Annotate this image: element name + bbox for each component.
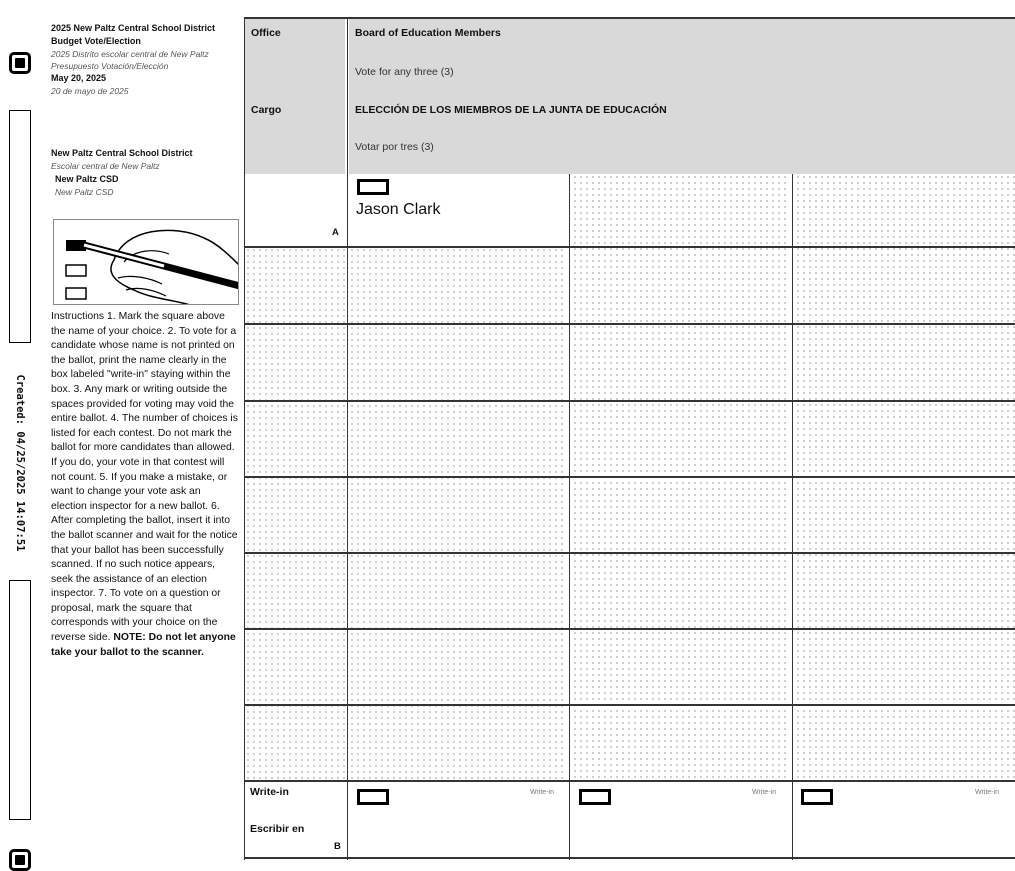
- contest-title: Board of Education Members: [355, 27, 501, 39]
- election-date-es: 20 de mayo de 2025: [51, 86, 129, 96]
- writein-label-es: Escribir en: [250, 823, 305, 835]
- created-stamp: Created: 04/25/2025 14:07:51: [14, 373, 26, 552]
- hand-pen-icon: [54, 220, 239, 305]
- candidate-column: [349, 247, 566, 782]
- district-name: New Paltz Central School District: [51, 148, 193, 158]
- divider: [347, 17, 348, 860]
- writein-small-label: Write-in: [752, 789, 776, 796]
- writein-small-label: Write-in: [975, 789, 999, 796]
- timing-mark: [9, 849, 31, 871]
- row-line: [244, 704, 1015, 706]
- office-header-cell: [245, 19, 345, 174]
- divider: [244, 17, 245, 860]
- margin-box: [9, 110, 31, 343]
- instructions: [51, 310, 238, 660]
- divider: [569, 174, 570, 860]
- writein-vote-target[interactable]: [801, 789, 833, 805]
- cargo-label: Cargo: [251, 104, 282, 116]
- election-title-es: 2025 Distrito escolar central de New Paltz Presupuesto Votación/Elección: [51, 49, 209, 71]
- candidate-name: Jason Clark: [356, 201, 441, 218]
- marking-illustration: [53, 219, 239, 305]
- ballot-grid: [244, 17, 1015, 860]
- writein-vote-target[interactable]: [357, 789, 389, 805]
- writein-vote-target[interactable]: [579, 789, 611, 805]
- candidate-column: [572, 174, 789, 782]
- row-line: [244, 552, 1015, 554]
- row-line: [244, 857, 1015, 859]
- contest-title-es: ELECCIÓN DE LOS MIEMBROS DE LA JUNTA DE EDUCACIÓN: [355, 104, 667, 116]
- row-line: [244, 628, 1015, 630]
- election-header: [51, 22, 236, 98]
- writein-small-label: Write-in: [530, 789, 554, 796]
- row-line: [244, 17, 1015, 19]
- row-label-a: A: [332, 227, 339, 238]
- margin-box: [9, 580, 31, 820]
- csd-name-es: New Paltz CSD: [55, 187, 114, 197]
- vote-for-count-es: Votar por tres (3): [355, 141, 434, 153]
- row-line: [244, 780, 1015, 782]
- instructions-note: NOTE: Do not let anyone take your ballot to the scanner.: [51, 632, 236, 658]
- candidate-vote-target[interactable]: [357, 179, 389, 195]
- contest-header: [349, 19, 1015, 174]
- district-name-es: Escolar central de New Paltz: [51, 161, 160, 171]
- row-line: [244, 246, 1015, 248]
- row-line: [244, 476, 1015, 478]
- office-label: Office: [251, 27, 281, 39]
- row-line: [244, 400, 1015, 402]
- timing-mark: [9, 52, 31, 74]
- row-line: [244, 323, 1015, 325]
- row-label-b: B: [334, 841, 341, 852]
- district-info: [51, 147, 236, 199]
- csd-name: New Paltz CSD: [55, 174, 119, 184]
- office-column: [245, 247, 345, 782]
- instructions-text: Instructions 1. Mark the square above the name of your choice. 2. To vote for a candidate whose name is not printed on the ballot, print the name clearly in the box labeled "write-in" staying within the box. 3. Any mark or writing outside the spaces provided for voting may void the entire ballot. 4. The number of choices is listed for each contest. Do not mark the ballot for more candidates than allowed. If you do, your vote in that contest will not count. 5. If you make a mistake, or want to change your vote ask an election inspector for a new ballot. 6. After completing the ballot, insert it into the ballot scanner and wait for the notice that your ballot has been successfully scanned. If no such notice appears, seek the assistance of an election inspector. 7. To vote on a question or proposal, mark the square that corresponds with your choice on the reverse side.: [51, 311, 238, 644]
- divider: [792, 174, 793, 860]
- candidate-column: [795, 174, 1015, 782]
- election-date: May 20, 2025: [51, 73, 107, 83]
- election-title: 2025 New Paltz Central School District Budget Vote/Election: [51, 23, 216, 46]
- vote-for-count: Vote for any three (3): [355, 66, 454, 78]
- writein-label: Write-in: [250, 786, 289, 798]
